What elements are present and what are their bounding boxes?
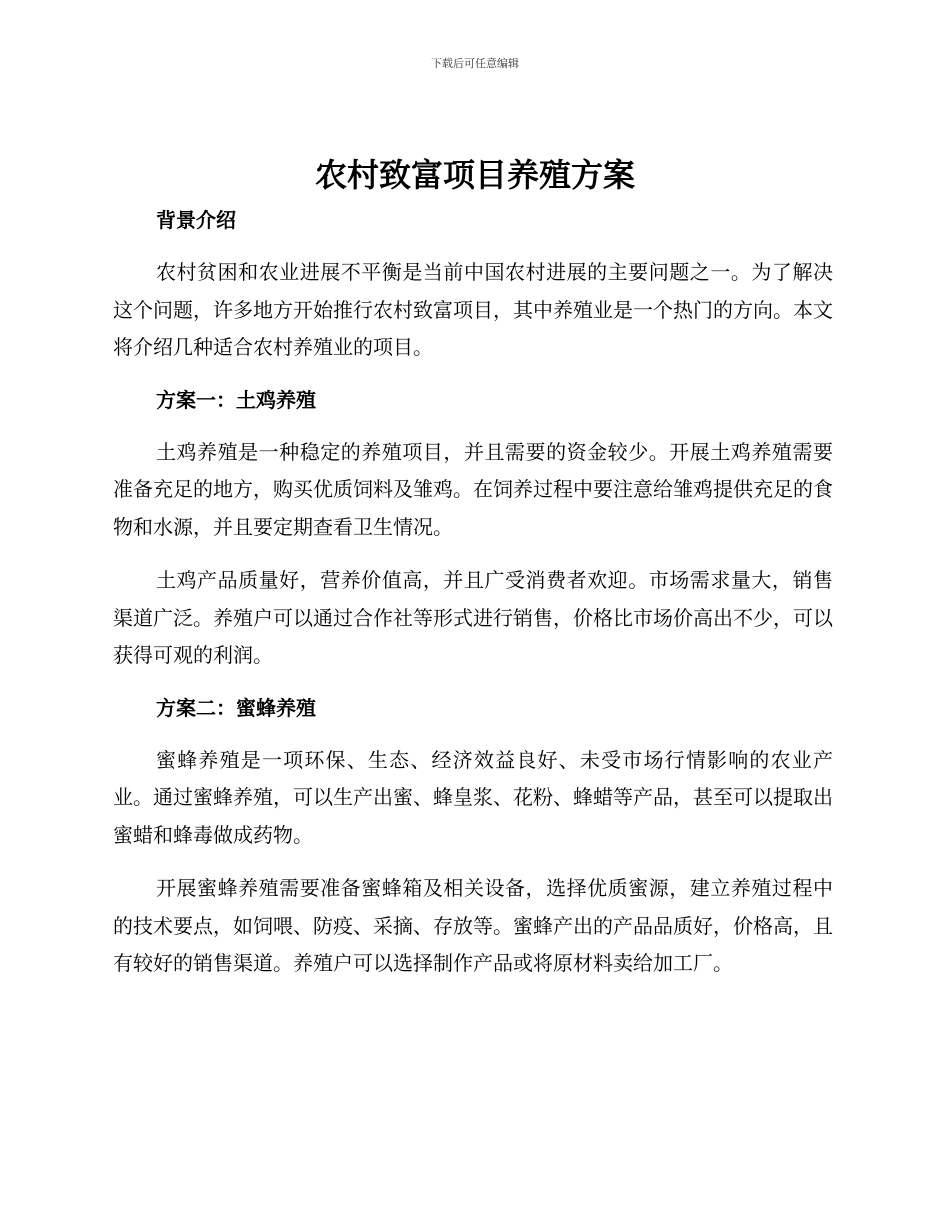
section-heading: 方案二：蜜蜂养殖 <box>156 695 316 720</box>
section-plan-two <box>113 691 833 983</box>
section-background <box>113 203 833 367</box>
paragraph: 土鸡产品质量好，营养价值高，并且广受消费者欢迎。市场需求量大，销售渠道广泛。养殖户可以通过合作社等形式进行销售，价格比市场价高出不少，可以获得可观的利润。 <box>113 568 833 667</box>
paragraph: 蜜蜂养殖是一项环保、生态、经济效益良好、未受市场行情影响的农业产业。通过蜜蜂养殖，可以生产出蜜、蜂皇浆、花粉、蜂蜡等产品，甚至可以提取出蜜蜡和蜂毒做成药物。 <box>113 747 833 847</box>
section-plan-one <box>113 383 833 675</box>
paragraph: 土鸡养殖是一种稳定的养殖项目，并且需要的资金较少。开展土鸡养殖需要准备充足的地方，购买优质饲料及雏鸡。在饲养过程中要注意给雏鸡提供充足的食物和水源，并且要定期查看卫生情况。 <box>113 439 833 539</box>
section-heading: 方案一：土鸡养殖 <box>156 387 316 412</box>
paragraph: 开展蜜蜂养殖需要准备蜜蜂箱及相关设备，选择优质蜜源，建立养殖过程中的技术要点，如饲喂、防疫、采摘、存放等。蜜蜂产出的产品品质好，价格高，且有较好的销售渠道。养殖户可以选择制作产品或将原材料卖给加工厂。 <box>113 876 833 975</box>
section-heading: 背景介绍 <box>156 208 236 232</box>
running-header: 下载后可任意编辑 <box>431 57 519 70</box>
document-body <box>113 203 833 999</box>
paragraph: 农村贫困和农业进展不平衡是当前中国农村进展的主要问题之一。为了解决这个问题，许多地方开始推行农村致富项目，其中养殖业是一个热门的方向。本文将介绍几种适合农村养殖业的项目。 <box>113 260 833 359</box>
document-title: 农村致富项目养殖方案 <box>314 156 635 194</box>
